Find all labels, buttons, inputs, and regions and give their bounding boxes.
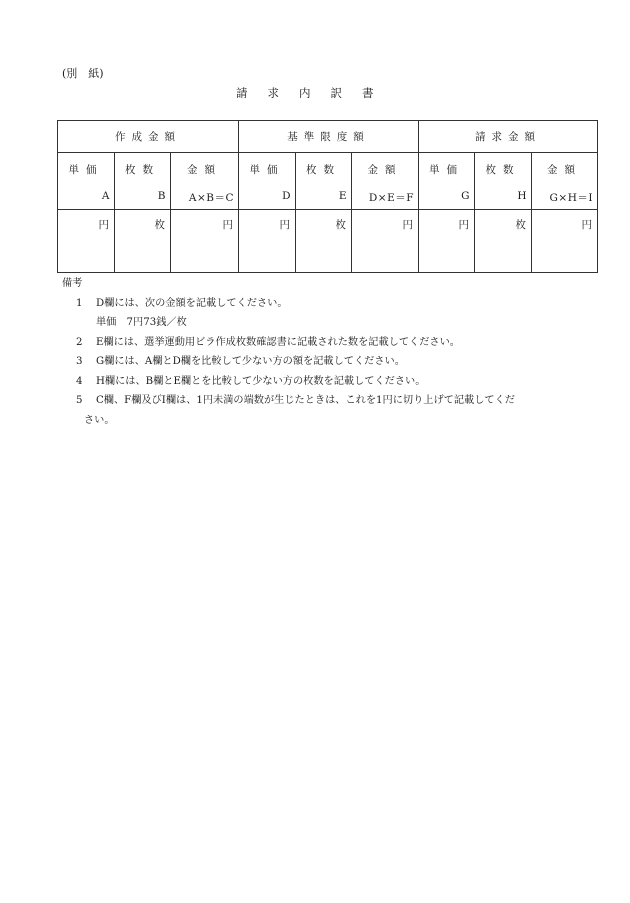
column-header: 単価 D [239, 153, 296, 210]
entry-cell[interactable] [239, 210, 296, 273]
entry-cell[interactable] [352, 210, 419, 273]
unit-label: 円 [402, 219, 414, 231]
title-char: 請 [236, 86, 248, 100]
unit-label: 円 [458, 219, 470, 231]
group-header-row [58, 121, 598, 153]
entry-row [58, 210, 598, 273]
note-item-sub: 単価 7円73銭／枚 [96, 317, 187, 328]
title-char: 書 [362, 86, 374, 100]
unit-label: 枚 [154, 219, 165, 231]
attachment-label: (別 紙) [62, 67, 104, 80]
entry-cell[interactable] [58, 210, 115, 273]
entry-cell[interactable] [115, 210, 171, 273]
group-header-claim: 請求金額 [419, 121, 598, 153]
group-header-limit: 基準限度額 [239, 121, 419, 153]
entry-cell[interactable] [296, 210, 352, 273]
unit-label: 円 [279, 219, 291, 231]
entry-cell[interactable] [419, 210, 475, 273]
notes-heading: 備考 [62, 278, 83, 289]
entry-cell[interactable] [171, 210, 239, 273]
column-header: 枚数 E [296, 153, 352, 210]
title-char: 訳 [330, 86, 342, 100]
column-header: 金額 A×B＝C [171, 153, 239, 210]
title-char: 求 [267, 86, 279, 100]
entry-cell[interactable] [475, 210, 532, 273]
note-item: 1 D欄には、次の金額を記載してください。 [76, 297, 288, 309]
title-char: 内 [299, 86, 311, 100]
note-item: 3 G欄には、A欄とD欄を比較して少ない方の額を記載してください。 [76, 356, 405, 367]
unit-label: 円 [222, 219, 234, 231]
unit-label: 枚 [515, 219, 527, 231]
column-header: 金額 G×H＝I [532, 153, 598, 210]
notes-section [62, 274, 515, 430]
column-header: 単価 A [58, 153, 115, 210]
document-title [236, 85, 394, 101]
column-header: 枚数 H [475, 153, 532, 210]
unit-label: 円 [98, 219, 109, 231]
column-header-row [58, 153, 598, 210]
note-item-continuation: さい。 [84, 414, 115, 426]
note-item: 2 E欄には、選挙運動用ビラ作成枚数確認書に記載された数を記載してください。 [76, 336, 460, 348]
column-header: 金額 D×E＝F [352, 153, 419, 210]
billing-breakdown-table [57, 120, 598, 273]
column-header: 単価 G [419, 153, 475, 210]
entry-cell[interactable] [532, 210, 598, 273]
note-item: 4 H欄には、B欄とE欄とを比較して少ない方の枚数を記載してください。 [76, 375, 426, 387]
column-header: 枚数 B [115, 153, 171, 210]
unit-label: 円 [581, 219, 593, 231]
group-header-production: 作成金額 [58, 121, 239, 153]
unit-label: 枚 [335, 219, 347, 231]
note-item: 5 C欄、F欄及びI欄は、1円未満の端数が生じたときは、これを1円に切り上げて記載してくだ [76, 395, 515, 406]
